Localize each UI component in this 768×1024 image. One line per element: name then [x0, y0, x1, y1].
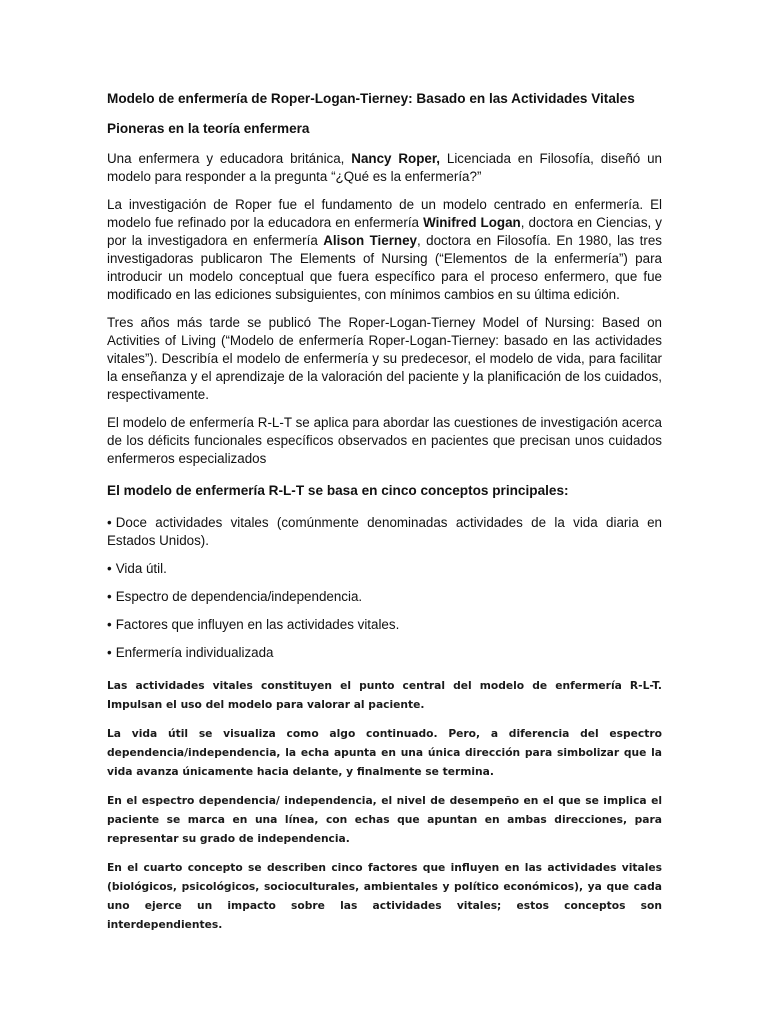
- paragraph-influencing-factors: En el cuarto concepto se describen cinco factores que influyen en las actividades vitales (biológicos, psicológicos, socioculturales, ambientales y político económicos), ya que cada uno ejerce un impacto sobre las actividades vitales; estos conceptos son interdependientes.: [107, 861, 662, 931]
- name-alison-tierney: Alison Tierney: [323, 233, 417, 248]
- paragraph-text: Una enfermera y educadora británica,: [107, 151, 352, 166]
- paragraph-research: [107, 196, 662, 304]
- bullet-icon: •: [107, 589, 112, 604]
- section-title: Pioneras en la teoría enfermera: [107, 121, 310, 136]
- paragraph-text: , doctora en Ciencias, y por la investigadora en enfermería: [107, 215, 662, 248]
- bullet-icon: •: [107, 617, 112, 632]
- list-item-text: Espectro de dependencia/independencia.: [115, 589, 363, 604]
- list-item-text: Doce actividades vitales (comúnmente denominadas actividades de la vida diaria en Estados Unidos).: [107, 515, 662, 548]
- paragraph-roper: [107, 150, 662, 186]
- paragraph-text: Licenciada en Filosofía, diseñó un modelo para responder a la pregunta “¿Qué es la enfermería?”: [107, 151, 662, 184]
- paragraph-dependence-spectrum: En el espectro dependencia/ independencia, el nivel de desempeño en el que se implica el paciente se marca en una línea, con echas que apuntan en ambas direcciones, para representar su grado de independencia.: [107, 794, 662, 845]
- list-item-text: Enfermería individualizada: [115, 645, 274, 660]
- bullet-icon: •: [107, 515, 112, 530]
- list-item: [107, 644, 662, 662]
- paragraph-application: El modelo de enfermería R-L-T se aplica para abordar las cuestiones de investigación acerca de los déficits funcionales específicos observados en pacientes que precisan unos cuidados enfermeros especializados: [107, 415, 662, 466]
- paragraph-activities: Las actividades vitales constituyen el punto central del modelo de enfermería R-L-T. Impulsan el uso del modelo para valorar al paciente.: [107, 679, 662, 711]
- paragraph-text: La investigación de Roper fue el fundamento de un modelo centrado en enfermería. El modelo fue refinado por la educadora en enfermería: [107, 197, 662, 230]
- paragraph-lifespan: La vida útil se visualiza como algo continuado. Pero, a diferencia del espectro dependencia/independencia, la echa apunta en una única dirección para simbolizar que la vida avanza únicamente hacia delante, y finalmente se termina.: [107, 727, 662, 778]
- list-item: [107, 514, 662, 550]
- bullet-icon: •: [107, 561, 112, 576]
- concepts-heading: El modelo de enfermería R-L-T se basa en cinco conceptos principales:: [107, 483, 569, 498]
- name-winifred-logan: Winifred Logan: [423, 215, 521, 230]
- list-item: [107, 588, 662, 606]
- paragraph-text: , doctora en Filosofía. En 1980, las tres investigadoras publicaron The Elements of Nursing (“Elementos de la enfermería”) para introducir un modelo conceptual que fuera específico para el proceso enfermero, que fue modificado en las ediciones subsiguientes, con mínimos cambios en su última edición.: [107, 233, 662, 302]
- paragraph-publication: Tres años más tarde se publicó The Roper-Logan-Tierney Model of Nursing: Based on Activities of Living (“Modelo de enfermería Roper-Logan-Tierney: basado en las actividades vitales”). Describía el modelo de enfermería y su predecesor, el modelo de vida, para facilitar la enseñanza y el aprendizaje de la valoración del paciente y la planificación de los cuidados, respectivamente.: [107, 315, 662, 402]
- list-item-text: Vida útil.: [115, 561, 167, 576]
- list-item-text: Factores que influyen en las actividades vitales.: [115, 617, 400, 632]
- document-page: [107, 90, 662, 944]
- bullet-icon: •: [107, 645, 112, 660]
- list-item: [107, 560, 662, 578]
- name-nancy-roper: Nancy Roper,: [351, 151, 441, 166]
- list-item: [107, 616, 662, 634]
- document-title: Modelo de enfermería de Roper-Logan-Tierney: Basado en las Actividades Vitales: [107, 91, 635, 106]
